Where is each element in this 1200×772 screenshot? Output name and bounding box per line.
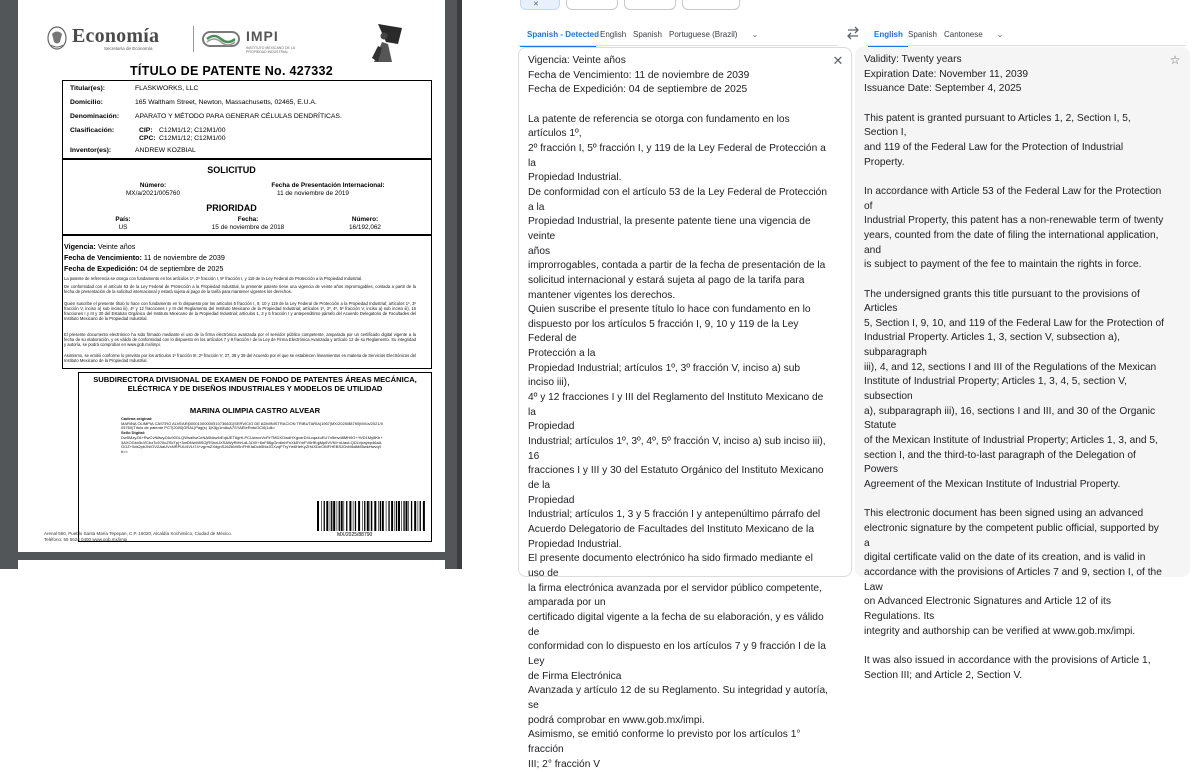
holder-value: FLASKWORKS, LLC	[135, 85, 199, 92]
legal-paragraph: Asimismo, se emitió conforme lo previsto por los artículos 1º fracción III; 2º fracción V; 37, 38 y 39 del Acuerdo por el que se establecen lineamientos en materia de Servicios Electrónicos del Instituto Mexicano de la Propiedad Industrial.	[64, 353, 416, 363]
application-heading: SOLICITUD	[207, 165, 256, 175]
cpc-value: C12M1/12; C12M1/00	[159, 135, 226, 142]
next-page-edge	[18, 560, 445, 580]
chevron-down-icon[interactable]: ⌄	[996, 30, 1004, 39]
validity-line: Vigencia: Veinte años	[64, 242, 136, 251]
image-mode-button[interactable]	[566, 0, 618, 10]
legal-paragraph: Quien suscribe el presente título lo hace con fundamento en lo dispuesto por los artículos 5 fracción I, 9, 10 y 119 de la Ley Federal de Protección a la Propiedad Industrial; artículos 1º, 3º fracción V, inciso a) sub inciso iii), 4º y 12 fracciones I y III del Reglamento del Instituto Mexicano de la Propiedad Industrial; artículos 1º, 3º, 4º, 5º fracción V, inciso a) sub inciso iii), 16 fracciones I y III y 30 del Estatuto Orgánico del Instituto Mexicano de la Propiedad Industrial; artículos 1, 3 y 5 fracción I y antepenúltimo párrafo del Acuerdo Delegatorio de Facultades del Instituto Mexicano de la Propiedad Industrial.	[64, 301, 416, 321]
institute-logo-text: IMPI	[246, 28, 279, 44]
intl-date-label: Fecha de Presentación Internacional:	[271, 182, 385, 189]
patent-page	[18, 0, 445, 552]
cip-value: C12M1/12; C12M1/00	[159, 127, 226, 134]
clear-source-icon[interactable]: ✕	[832, 53, 844, 68]
source-bar-divider	[518, 45, 838, 46]
footer-address: Arenal 550, Pueblo Santa María Tepepan, C.P. 16020, Alcaldía Xochimilco, Ciudad de México. Teléfono: 55 5624 0400 www.gob.mx/impi	[44, 531, 232, 542]
source-text-box[interactable]	[518, 47, 852, 770]
signatory-name: MARINA OLIMPIA CASTRO ALVEAR	[189, 406, 321, 415]
classification-label: Clasificación:	[70, 127, 115, 134]
target-lang-spanish[interactable]: Spanish	[908, 29, 937, 39]
barcode-icon	[317, 501, 425, 531]
signatory-office: SUBDIRECTORA DIVISIONAL DE EXAMEN DE FONDO DE PATENTES ÁREAS MECÁNICA, ELÉCTRICA Y DE DISEÑOS INDUSTRIALES Y MODELOS DE UTILIDAD	[93, 375, 417, 393]
priority-number-value: 16/192,062	[349, 224, 381, 231]
application-number-label: Número:	[139, 182, 167, 189]
text-mode-button[interactable]	[520, 0, 560, 10]
holder-label: Titular(es):	[70, 85, 105, 92]
website-mode-button[interactable]	[682, 0, 740, 10]
header-divider	[193, 26, 194, 52]
translated-text: Validity: Twenty years Expiration Date: November 11, 2039 Issuance Date: September 4, 2025 This patent is granted pursuant to Articles 1, 2, Section I, 5, Section I, and 119 of the Federal Law for the Protection of Industrial Property. In accordance with Article 53 of the Federal Law for the Protection of Industrial Property, this patent has a non-renewable term of twenty years, counted from the date of filing the international application, and is subject to payment of the fee to maintain the rights in force. The undersigned grants this title pursuant to the provisions of Articles 5, Section I, 9, 10, and 119 of the Federal Law for the Protection of Industrial Property. Articles 1, 3, section V, subsection a), subparagraph iii), 4, and 12, sections I and III of the Regulations of the Mexican Institute of Industrial Property; Articles 1, 3, 4, 5, section V, subsection a), subparagraph iii), 16, sections I and III, and 30 of the Organic Statute of the Mexican Institute of Industrial Property; Articles 1, 3, and 5, section I, and the third-to-last paragraph of the Delegation of Powers Agreement of the Mexican Institute of Industrial Property. This electronic document has been signed using an advanced electronic signature by the competent public official, supported by a digital certificate valid on the date of its creation, and is valid in accordance with the provisions of Articles 7 and 9, section I, of the Law on Advanced Electronic Signatures and Article 12 of its Regulations. Its integrity and authorship can be verified at www.gob.mx/impi. It was also issued in accordance with the provisions of Article 1, Section III; and Article 2, Section V.	[864, 54, 1164, 681]
priority-country-label: País:	[115, 216, 131, 223]
institute-subtitle: INSTITUTO MEXICANO DE LA PROPIEDAD INDUSTRIAL	[246, 46, 295, 54]
source-lang-english[interactable]: English	[600, 29, 627, 39]
source-lang-detected[interactable]: Spanish - Detected	[527, 29, 600, 39]
signature-box	[78, 372, 432, 542]
ministry-logo-text: Economía	[72, 25, 160, 47]
swap-languages-icon[interactable]	[845, 26, 861, 40]
priority-heading: PRIORIDAD	[206, 203, 257, 213]
priority-date-label: Fecha:	[237, 216, 259, 223]
target-language-bar	[868, 22, 1028, 46]
intl-date-value: 11 de noviembre de 2019	[276, 190, 349, 197]
document-mode-button[interactable]	[624, 0, 676, 10]
digital-signature: Cadena original: MARINA OLIMPIA CASTRO ALVEAR|00001000000510736631|SERVICIO DE ADMINISTRACION TRIBUTARIA|1967|MX/2025/88790|MX/a/2021/005760|Título de patente PCT|2000|GRAL|Pág(s) 1|K5jy1m8oA7SYAEIeRntuOCi6|1dk= Sello Digital: Dw5MzyZA+RwCvN8wyZ4u90GLQWsa5wCeNA0bkw4rEqtUET6gHLPCUwrcoVcFlrTMDXGwdHXgxdrD4Lcqa4uEU7n5mvd8MH9G+Yt/D1My8Kb+3AXOGbv5uVCbzTo970uZSkTpj+3mDNwH8SGjRShxUXSAWyRtHrLdL3OiX+6nF86gGm6ehFnXk5YmFV6rfEqjMp6VVNi+uUaoLQDLVpayep46aAOOZ+0ds2pbJN/OVZAaUVxNRPUU4VLt74+zgrmZXdgnSJ6ZbMtSnFHKfaDcb5hlzJDXzqFTryYw6HeKyZHdXDeCBIFHEBS2DvM6dM85wkHwvq/Ib==	[121, 416, 383, 454]
priority-number-label: Número:	[351, 216, 379, 223]
document-viewer[interactable]	[0, 0, 462, 569]
pane-divider[interactable]	[457, 0, 462, 569]
denomination-label: Denominación:	[70, 113, 120, 120]
source-textarea[interactable]: Vigencia: Veinte años Fecha de Vencimiento: 11 de noviembre de 2039 Fecha de Expedición: 04 de septiembre de 2025 La patente de referencia se otorga con fundamento en los artículos 1º, 2º fracción I, 5º fracción I, y 119 de la Ley Federal de Protección a la Propiedad Industrial. De conformidad con el artículo 53 de la Ley Federal de Protección a la Propiedad Industrial, la presente patente tiene una vigencia de veinte años improrrogables, contada a partir de la fecha de presentación de la solicitud internacional y estará sujeta al pago de la tarifa para mantener vigentes los derechos. Quien suscribe el presente título lo hace con fundamento en lo dispuesto por los artículos 5 fracción I, 9, 10 y 119 de la Ley Federal de Protección a la Propiedad Industrial; artículos 1º, 3º fracción V, inciso a) sub inciso iii), 4º y 12 fracciones I y III del Reglamento del Instituto Mexicano de la Propiedad Industrial; artículos 1º, 3º, 4º, 5º fracción V, inciso a) sub inciso iii), 16 fracciones I y III y 30 del Estatuto Orgánico del Instituto Mexicano de la Propiedad Industrial; artículos 1, 3 y 5 fracción I y antepenúltimo párrafo del Acuerdo Delegatorio de Facultades del Instituto Mexicano de la Propiedad Industrial. El presente documento electrónico ha sido firmado mediante el uso de la firma electrónica avanzada por el servidor público competente, amparada por un certificado digital vigente a la fecha de su elaboración, y es válido de conformidad con lo dispuesto en los artículos 7 y 9 fracción I de la Ley de Firma Electrónica Avanzada y artículo 12 de su Reglamento. Su integridad y autoría, se podrá comprobar en www.gob.mx/impi. Asimismo, se emitió conforme lo previsto por los artículos 1° fracción III; 2° fracción V	[528, 55, 828, 770]
mexico-seal-icon	[46, 25, 68, 51]
patent-title: TÍTULO DE PATENTE No. 427332	[129, 64, 334, 78]
expiry-line: Fecha de Vencimiento: 11 de noviembre de 2039	[64, 253, 225, 262]
application-number-value: MX/a/2021/005760	[125, 190, 180, 197]
legal-paragraph: La patente de referencia se otorga con fundamento en los artículos 1º, 2º fracción I, 5º fracción I, y 119 de la Ley Federal de Protección a la Propiedad Industrial.	[64, 276, 363, 281]
priority-country-value: US	[118, 224, 128, 231]
target-bar-divider	[866, 45, 1186, 46]
legal-paragraph: El presente documento electrónico ha sido firmado mediante el uso de la firma electrónica avanzada por el servidor público competente, amparada por un certificado digital vigente a la fecha de su elaboración, y es válido de conformidad con lo dispuesto en los artículos 7 y 9 fracción I de la Ley de Firma Electrónica Avanzada y artículo 12 de su Reglamento. Su integridad y autoría, se podrá comprobar en www.gob.mx/impi.	[64, 332, 416, 347]
target-lang-cantonese[interactable]: Cantonese	[944, 29, 983, 39]
record-number: MX/2025/88790	[337, 532, 373, 538]
translation-output-box	[855, 47, 1190, 681]
address-value: 165 Waltham Street, Newton, Massachusetts, 02465, E.U.A.	[135, 99, 317, 106]
cip-label: CIP:	[139, 127, 153, 134]
legal-paragraph: De conformidad con el artículo 53 de la Ley Federal de Protección a la Propiedad Industrial, la presente patente tiene una vigencia de veinte años improrrogables, contada a partir de la fecha de presentación de la solicitud internacional y estará sujeta al pago de la tarifa para mantener vigentes los derechos.	[64, 284, 416, 294]
target-lang-english[interactable]: English	[874, 29, 903, 39]
denomination-value: APARATO Y MÉTODO PARA GENERAR CÉLULAS DENDRÍTICAS.	[135, 113, 342, 120]
ministry-subtitle: Secretaría de Economía	[104, 46, 153, 51]
chevron-down-icon[interactable]: ⌄	[751, 30, 759, 39]
source-language-bar	[520, 22, 770, 46]
text-icon: ✕	[533, 1, 539, 8]
source-lang-portuguese[interactable]: Portuguese (Brazil)	[669, 29, 738, 39]
save-translation-star-icon[interactable]: ☆	[1169, 53, 1181, 67]
priority-date-value: 15 de noviembre de 2018	[211, 224, 285, 231]
inventor-value: ANDREW KOZBIAL	[135, 147, 196, 154]
liberty-statue-icon	[364, 22, 406, 64]
source-lang-spanish[interactable]: Spanish	[633, 29, 662, 39]
issue-line: Fecha de Expedición: 04 de septiembre de 2025	[64, 264, 224, 273]
cpc-label: CPC:	[139, 135, 156, 142]
address-label: Domicilio:	[70, 99, 103, 106]
inventor-label: Inventor(es):	[70, 147, 112, 154]
impi-logo-icon	[201, 28, 241, 50]
